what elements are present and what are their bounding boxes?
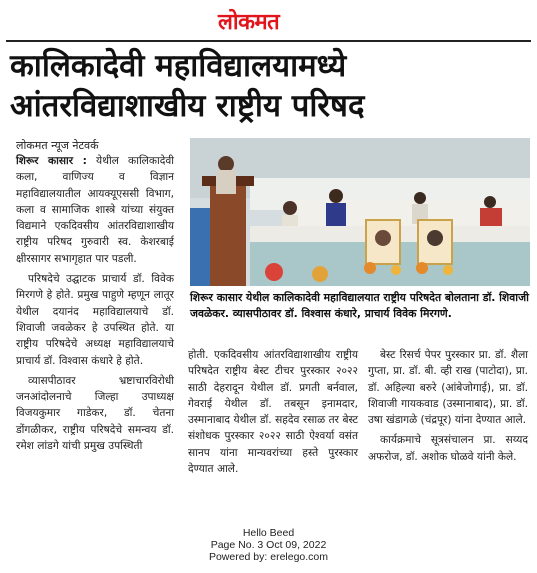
footer-edition: Hello Beed (242, 527, 295, 539)
dateline: शिरूर कासार : (16, 155, 87, 167)
article-paragraph: बेस्ट रिसर्च पेपर पुरस्कार प्रा. डॉ. शैला गुप्ता, प्रा. डॉ. बी. व्ही राख (पाटोदा), प्रा. डॉ. अहिल्या बरुरे (आंबेजोगाई), प्रा. डॉ. शिवाजी गायकवाड (उस्मानाबाद), प्रा. डॉ. उषा खंडागळे (चंद्रपूर) यांना देण्यात आले. (368, 349, 528, 427)
footer-powered-by: Powered by: erelego.com (208, 551, 329, 563)
article-paragraph: परिषदेचे उद्घाटक प्राचार्य डॉ. विवेक मिरगणे हे होते. प्रमुख पाहुणे म्हणून लातूर येथील दयानंद महाविद्यालयाचे डॉ. शिवाजी जवळेकर हे उपस्थित होते. या राष्ट्रीय परिषदेचे अध्यक्ष महाविद्यालयाचे प्राचार्य डॉ. विश्वास कंधारे हे होते. (16, 273, 174, 367)
newspaper-logo: लोकमत (218, 10, 280, 35)
event-photo (190, 138, 530, 286)
masthead-rule (6, 40, 531, 42)
byline: लोकमत न्यूज नेटवर्क (16, 139, 99, 152)
event-photo-illustration (190, 138, 530, 286)
article-paragraph: शिरूर कासार : येथील कालिकादेवी कला, वाणिज्य व विज्ञान महाविद्यालयातील आयक्यूएससी विभाग, कला व सामाजिक शास्त्रे यांच्या संयुक्त विद्यमाने एकदिवसीय आंतरविद्याशाखीय राष्ट्रीय परिषद गुरुवारी स्व. केशरबाई क्षीरसागर सभागृहात पार पडली. (16, 155, 175, 265)
masthead (0, 4, 537, 38)
photo-caption: शिरूर कासार येथील कालिकादेवी महाविद्यालयात राष्ट्रीय परिषदेत बोलताना डॉ. शिवाजी जवळेकर. व्यासपीठावर डॉ. विश्वास कंधारे, प्राचार्य विवेक मिरगणे. (190, 291, 529, 320)
article-paragraph: कार्यक्रमाचे सूत्रसंचालन प्रा. सय्यद अफरोज, डॉ. अशोक घोळवे यांनी केले. (368, 434, 528, 463)
footer-page-date: Page No. 3 Oct 09, 2022 (210, 539, 327, 551)
article-column-1 (16, 153, 174, 458)
article-paragraph: होती. एकदिवसीय आंतरविद्याशाखीय राष्ट्रीय परिषदेत राष्ट्रीय बेस्ट टीचर पुरस्कार २०२२ साठी देहरादून येथील डॉ. प्रगती बर्नवाल, गेवराई येथील डॉ. तबसून इनामदार, उस्मानाबाद येथील डॉ. सहदेव रसाळ तर बेस्ट संशोधक पुरस्कार २०२२ साठी ऐश्वर्या वसंत सानप यांना मान्यवरांच्या हस्ते पुरस्कार देण्यात आले. (188, 349, 358, 476)
headline-line-2: आंतरविद्याशाखीय राष्ट्रीय परिषद (10, 88, 365, 124)
article-paragraph: व्यासपीठावर भ्रष्टाचारविरोधी जनआंदोलनाचे जिल्हा उपाध्यक्ष विजयकुमार गाडेकर, डॉ. चेतना डोंगळीकर, राष्ट्रीय परिषदेचे समन्वय डॉ. रमेश लांडगे यांची प्रमुख उपस्थिती (16, 374, 174, 453)
article-column-2 (188, 347, 358, 481)
article-column-3 (368, 347, 528, 469)
headline (10, 46, 530, 126)
page-footer (0, 527, 537, 563)
headline-line-1: कालिकादेवी महाविद्यालयामध्ये (10, 48, 347, 84)
